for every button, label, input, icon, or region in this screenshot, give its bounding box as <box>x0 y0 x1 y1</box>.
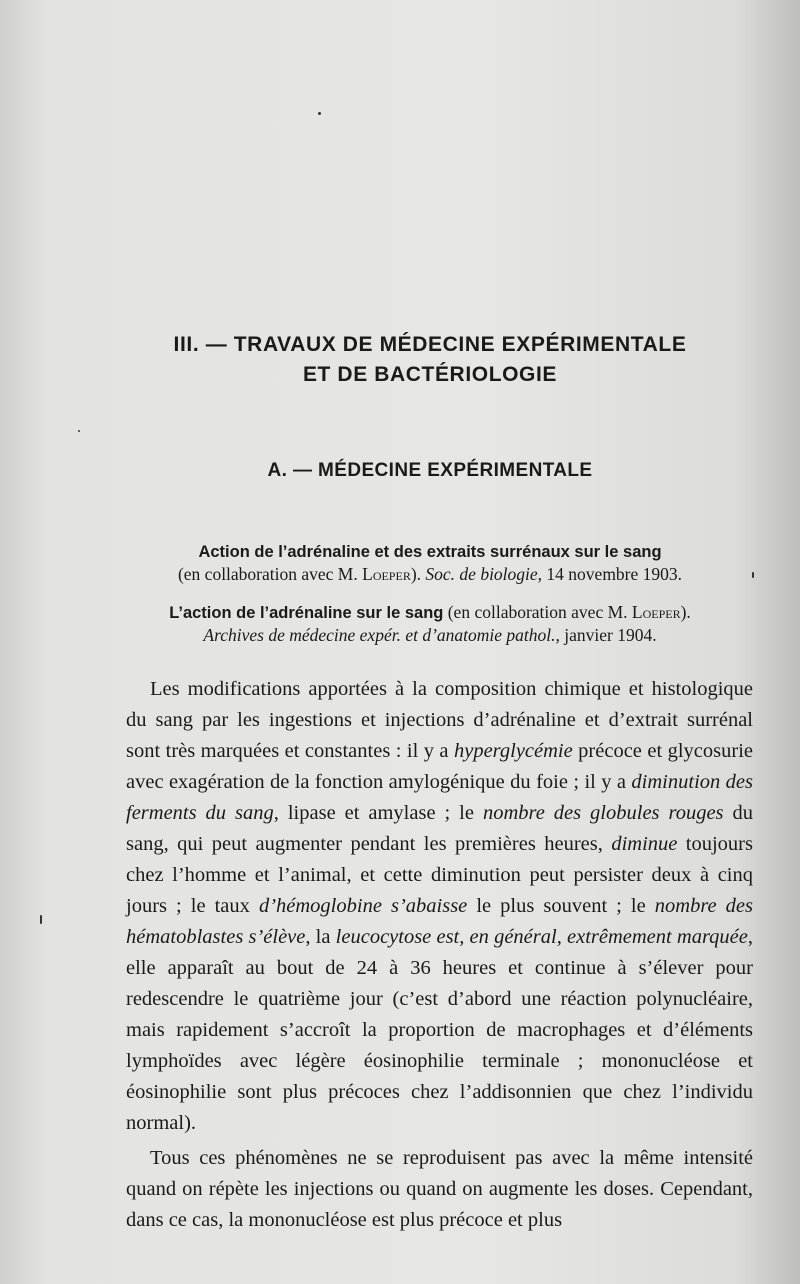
text-run: du sang, qui peut augmenter pendant les premières heures, <box>126 802 754 855</box>
reference-1 <box>110 540 750 585</box>
emphasis-run: diminue <box>611 833 678 855</box>
text-run: , elle apparaît au bout de 24 à 36 heures et continue à s’élever pour redescendre le quatrième jour (c’est d’abord une réaction polynucléaire, mais rapidement s’accroît la proportion de macrophages et d’éléments lymphoïdes avec légère éosinophilie terminale ; mononucléose et éosinophilie sont plus précoces chez l’addisonnien que chez l’individu normal). <box>126 926 754 1134</box>
paragraph-1 <box>126 674 753 1139</box>
reference-2-collab-prefix: (en collaboration avec M. <box>443 602 632 622</box>
text-run: le plus souvent ; le <box>467 895 655 917</box>
text-run: , lipase et amylase ; le <box>273 802 483 824</box>
reference-2-collab-suffix: ). <box>680 602 691 622</box>
subsection-heading: A. — MÉDECINE EXPÉRIMENTALE <box>267 460 593 481</box>
reference-2-collab-name: Loeper <box>631 602 681 622</box>
text-run: Les modifications apportées à la composition chimique et histologique du sang par les ingestions et injections d’adrénaline et d’extrait surrénal sont très marquées et constantes : il y a <box>126 678 753 762</box>
print-speck <box>78 430 80 432</box>
text-run: précoce et glycosurie avec exagération de la fonction amylogénique du foie ; il y a <box>126 740 753 793</box>
emphasis-run: hyperglycémie <box>453 740 573 762</box>
reference-2-date: , janvier 1904. <box>555 625 657 645</box>
emphasis-run: leucocytose est, en général, extrêmement marquée <box>335 926 748 948</box>
print-speck <box>318 112 321 115</box>
reference-2-title: L’action de l’adrénaline sur le sang <box>169 604 444 622</box>
section-heading-line-1: III. — TRAVAUX DE MÉDECINE EXPÉRIMENTALE <box>173 333 687 356</box>
emphasis-run: nombre des globules rouges <box>482 802 724 824</box>
reference-1-title: Action de l’adrénaline et des extraits surrénaux sur le sang <box>198 543 662 561</box>
print-speck <box>40 915 42 924</box>
reference-1-date: , 14 novembre 1903. <box>537 564 683 584</box>
bleed-through-header <box>110 95 750 113</box>
paragraph-2: Tous ces phénomènes ne se reproduisent pas avec la même intensité quand on répète les injections ou quand on augmente les doses. Cependant, dans ce cas, la mononucléose est plus précoce et plus <box>126 1147 753 1231</box>
body-text <box>126 674 753 1236</box>
reference-2-journal: Archives de médecine expér. et d’anatomie pathol. <box>203 625 556 645</box>
text-run: , la <box>305 926 336 948</box>
reference-1-collab-suffix: ). <box>410 564 426 584</box>
reference-1-collab-prefix: (en collaboration avec M. <box>177 564 363 584</box>
print-speck <box>752 572 754 578</box>
reference-1-journal: Soc. de biologie <box>425 564 538 584</box>
reference-1-collab-name: Loeper <box>362 564 411 584</box>
emphasis-run: diminution des ferments du sang <box>126 771 753 824</box>
text-run: toujours chez l’homme et l’animal, et cette diminution peut persister deux à cinq jours ; le taux <box>126 833 753 917</box>
emphasis-run: nombre des hématoblastes s’élève <box>126 895 754 948</box>
emphasis-run: d’hémoglobine s’abaisse <box>258 895 468 917</box>
reference-2 <box>110 601 750 646</box>
section-heading-line-2: ET DE BACTÉRIOLOGIE <box>302 363 558 386</box>
